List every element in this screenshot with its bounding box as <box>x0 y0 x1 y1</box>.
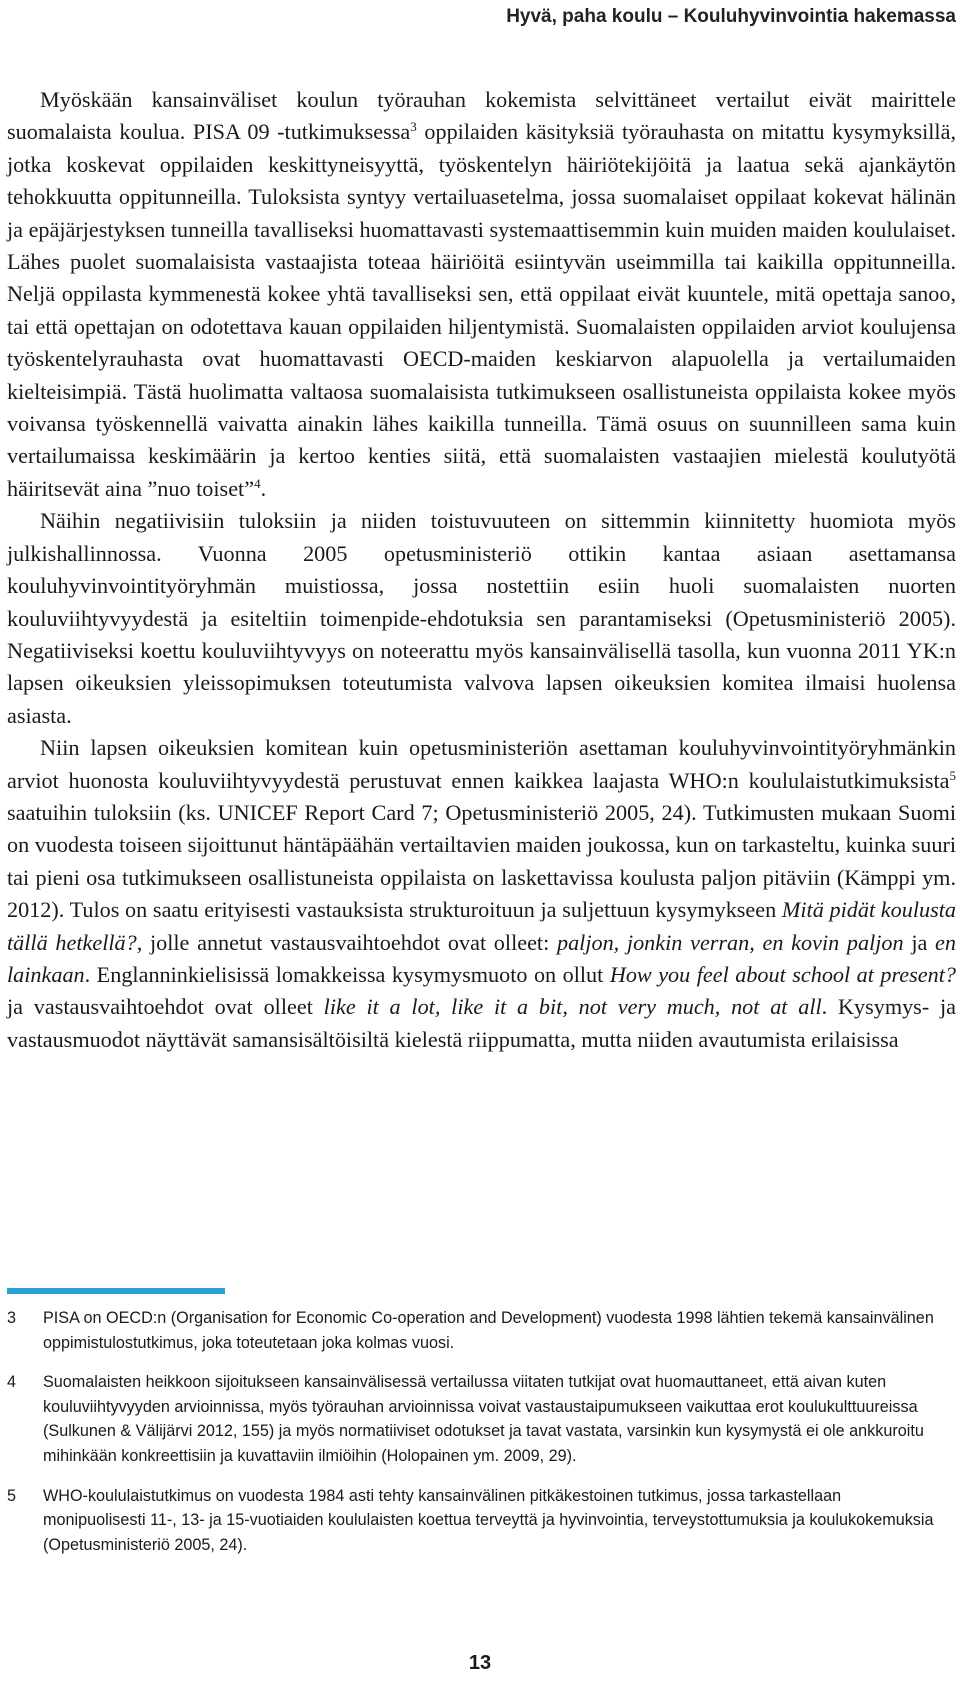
footnote-5 <box>7 1484 937 1558</box>
italic-option-last-fi: en lainkaan <box>7 929 956 987</box>
footnote-number: 4 <box>7 1373 17 1392</box>
running-header: Hyvä, paha koulu – Kouluhyvinvointia hakemassa <box>506 6 956 27</box>
footnote-number: 5 <box>7 1486 17 1505</box>
footnote-text: WHO-koululaistutkimus on vuodesta 1984 asti tehty kansainvälinen pitkäkestoinen tutkimus, jossa tarkastellaan monipuolisesti 11-, 13- ja 15-vuotiaiden koululaisten koettua terveyttä ja hyvinvointia, terveystottumuksia ja koulukokemuksia (Opetusministeriö 2005, 24). <box>43 1486 934 1554</box>
paragraph-2: Näihin negatiivisiin tuloksiin ja niiden toistuvuuteen on sittemmin kiinnitetty huomiota myös julkishallinnossa. Vuonna 2005 opetusministeriö ottikin kantaa asiaan asettamansa kouluhyvinvointityöryhmän muistiossa, jossa nostettiin esiin huoli suomalaisten nuorten kouluviihtyvyydestä ja esiteltiin toimenpide-ehdotuksia sen parantamiseksi (Opetusministeriö 2005). Negatiiviseksi koettu kouluviihtyvyys on noteerattu myös kansainvälisellä tasolla, kun vuonna 2011 YK:n lapsen oikeuksien yleissopimuksen toteutumista valvova lapsen oikeuksien komitea ilmaisi huolensa asiasta. <box>7 508 956 728</box>
italic-options-en: like it a lot, like it a bit, not very much, not at all <box>323 994 822 1020</box>
footnote-text: Suomalaisten heikkoon sijoitukseen kansainvälisessä vertailussa viitaten tutkijat ovat huomauttaneet, että aivan kuten kouluviihtyvyyden arvioinnissa, myös työrauhan arvioinnissa voivat vastaustaipumukseen vaikuttaa erot koulukulttuureissa (Sulkunen & Välijärvi 2012, 155) ja myös normatiiviset odotukset ja tavat vastata, varsinkin kun kysymystä ei ole ankkuroitu mihinkään konkreettisiin ja kuvattaviin ilmiöihin (Holopainen ym. 2009, 29). <box>43 1373 924 1465</box>
paragraph-3: Niin lapsen oikeuksien komitean kuin opetusministeriön asettaman kouluhyvinvointityöryhmänkin arviot huonosta kouluviihtyvyydestä perustuvat ennen kaikkea laajasta WHO:n koululaistutkimuksista$^5$ saatuihin tuloksiin (ks. UNICEF Report Card 7; Opetusministeriö 2005, 24). Tutkimusten mukaan Suomi on vuodesta toiseen sijoittunut häntäpäähän vertailtavien maiden joukossa, kun on tarkasteltu, kuinka suuri tai pieni osa tutkimukseen osallistuneista oppilaista on laskettavissa koulusta paljon pitäviin (Kämppi ym. 2012). Tulos on saatu erityisesti vastauksista strukturoituun ja suljettuun kysymykseen Mitä pidät koulusta tällä hetkellä?, jolle annetut vastausvaihtoehdot ovat olleet: paljon, jonkin verran, en kovin paljon ja en lainkaan. Englanninkielisissä lomakkeissa kysymysmuoto on ollut How you feel about school at present? ja vastausvaihtoehdot ovat olleet like it a lot, like it a bit, not very much, not at all. Kysymys- ja vastausmuodot näyttävät samansisältöisiltä kielestä riippumatta, mutta niiden avautumista erilaisissa <box>7 735 956 1052</box>
footnote-3 <box>7 1306 937 1355</box>
footnote-ref-5: 5 <box>949 767 956 783</box>
footnote-number: 3 <box>7 1309 17 1327</box>
italic-options-fi: paljon, jonkin verran, en kovin paljon <box>556 929 904 955</box>
footnote-4 <box>7 1370 937 1468</box>
page-number: 13 <box>468 1652 492 1674</box>
footnote-ref-4: 4 <box>254 475 261 491</box>
footnote-separator-rule <box>7 1288 225 1294</box>
main-text <box>7 84 956 1056</box>
italic-question-fi: Mitä pidät koulusta tällä hetkellä? <box>7 897 956 955</box>
footnote-ref-3: 3 <box>410 119 417 135</box>
footnotes <box>7 1306 937 1572</box>
footnote-text: PISA on OECD:n (Organisation for Economic Co-operation and Development) vuodesta 1998 lähtien tekemä kansainvälinen oppimistulostutkimus, joka toteutetaan joka kolmas vuosi. <box>43 1309 934 1352</box>
paragraph-1: Myöskään kansainväliset koulun työrauhan kokemista selvittäneet vertailut eivät mairittele suomalaista koulua. PISA 09 -tutkimuksessa$^3$ oppilaiden käsityksiä työrauhasta on mitattu kysymyksillä, jotka koskevat oppilaiden keskittyneisyyttä, työskentelyn häiriötekijöitä ja laatua sekä ajankäytön tehokkuutta oppitunneilla. Tuloksista syntyy vertailuasetelma, jossa suomalaiset oppilaat kokevat hälinän ja epäjärjestyksen tunneilla tavalliseksi huomattavasti systemaattisemmin kuin muiden maiden koululaiset. Lähes puolet suomalaisista vastaajista toteaa häiriöitä esiintyvän useimmilla tai kaikilla oppitunneilla. Neljä oppilasta kymmenestä kokee yhtä tavalliseksi sen, että oppilaat eivät kuuntele, mitä opettaja sanoo, tai että opettajan on odotettava kauan oppilaiden hiljentymistä. Suomalaisten oppilaiden arviot koulujensa työskentelyrauhasta ovat huomattavasti OECD-maiden keskiarvon alapuolella ja vertailumaiden kielteisimpiä. Tästä huolimatta valtaosa suomalaisista tutkimukseen osallistuneista oppilaista kokee myös voivansa työskennellä vaivatta ainakin lähes kaikilla tunneilla. Tämä osuus on suunnilleen sama kuin vertailumaissa keskimäärin ja kertoo kenties siitä, että suomalaisten vastaajien mielestä koulutyötä häiritsevät aina ”nuo toiset”$^4$. <box>7 87 956 501</box>
italic-question-en: How you feel about school at present? <box>609 961 956 987</box>
